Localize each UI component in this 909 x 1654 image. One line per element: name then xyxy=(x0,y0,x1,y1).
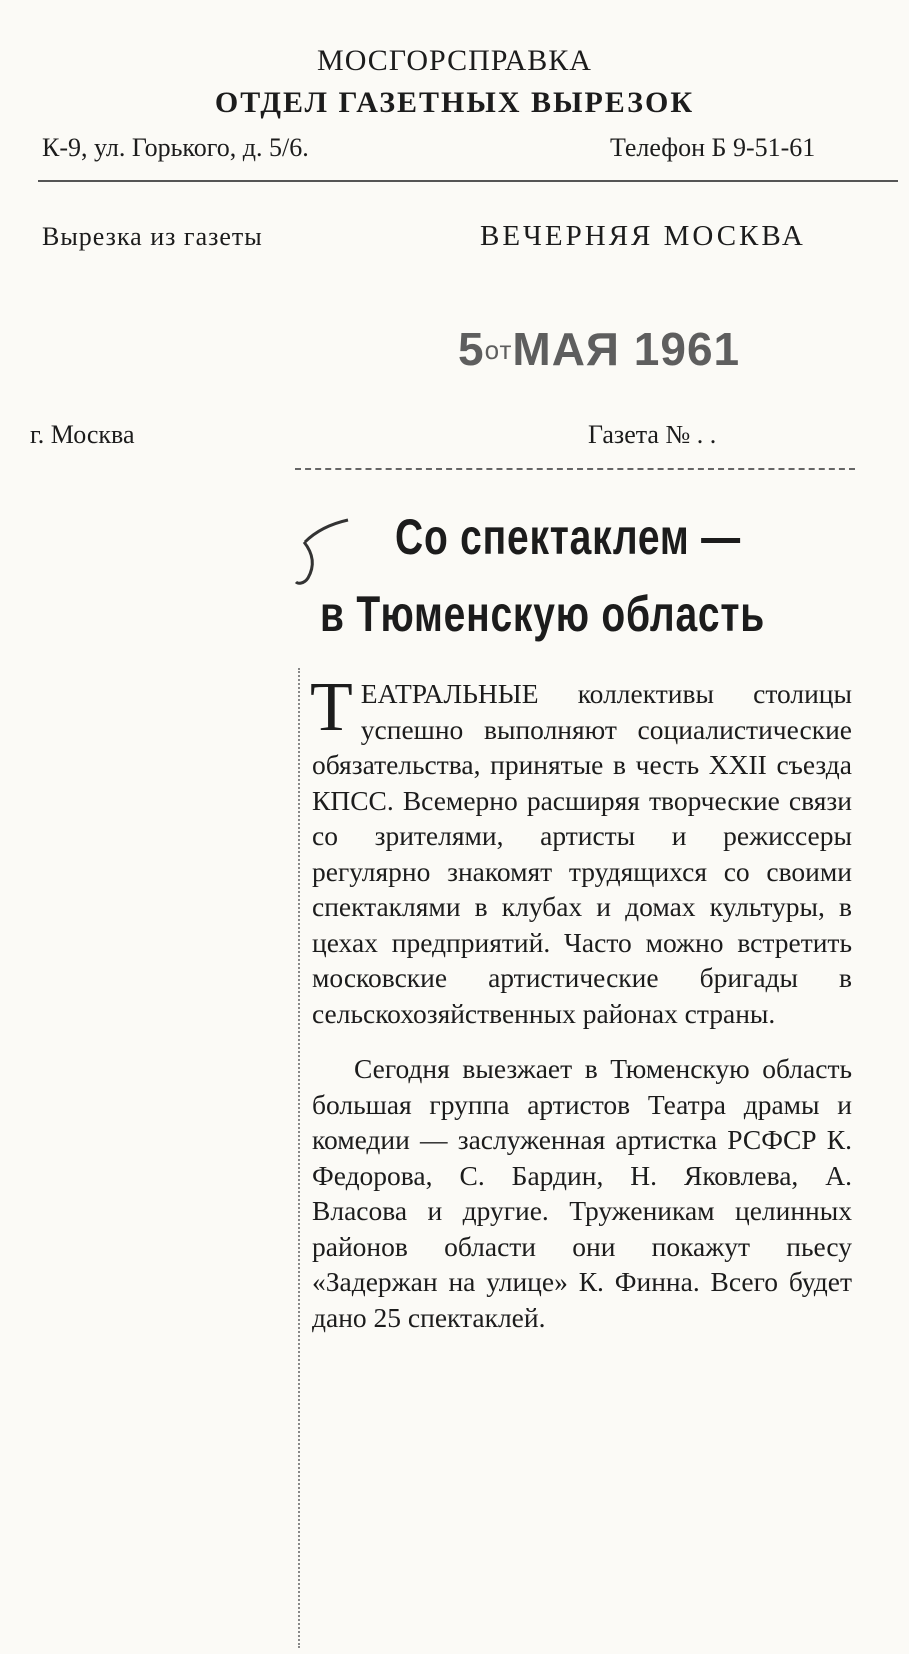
header-phone: Телефон Б 9-51-61 xyxy=(610,133,816,162)
header-department: ОТДЕЛ ГАЗЕТНЫХ ВЫРЕЗОК xyxy=(214,86,695,119)
issue-label: Газета № xyxy=(588,420,691,449)
paragraph-1 xyxy=(310,669,852,1031)
headline-line-2: в Тюменскую область xyxy=(320,586,766,642)
city-label: г. Москва xyxy=(30,420,135,449)
drop-cap: Т xyxy=(310,669,353,746)
header-address: К-9, ул. Горького, д. 5/6. xyxy=(42,133,309,162)
stamp-day: 5 xyxy=(458,323,485,375)
header-organization: МОСГОРСПРАВКА xyxy=(317,44,592,77)
paragraph-1-text: ЕАТРАЛЬНЫЕ коллективы столицы успешно выполняют социалистические обязательства, принятые в честь XXII съезда КПСС. Всемерно расширяя творческие связи со зрителями, артисты и режиссеры регулярно знакомят трудящихся со своими спектаклями в клубах и домах культуры, в цехах предприятий. Часто можно встретить московские артистические бригады в сельскохозяйственных районах страны. xyxy=(312,678,852,1029)
pencil-mark xyxy=(290,512,370,592)
column-border xyxy=(298,668,300,1648)
paragraph-2: Сегодня выезжает в Тюменскую область большая группа артистов Театра драмы и комедии — заслуженная артистка РСФСР К. Федорова, С. Бардин, Н. Яковлева, А. Власова и другие. Труженикам целинных районов области они покажут пьесу «Задержан на улице» К. Финна. Всего будет дано 25 спектаклей. xyxy=(312,1053,852,1333)
issue-value: . . xyxy=(696,420,717,449)
headline-line-1: Со спектаклем — xyxy=(395,509,741,565)
newspaper-name: ВЕЧЕРНЯЯ МОСКВА xyxy=(480,220,806,252)
date-stamp xyxy=(458,322,740,376)
stamp-prefix: от xyxy=(484,335,513,365)
clipping-divider xyxy=(295,468,855,470)
stamp-date: МАЯ 1961 xyxy=(512,323,741,375)
clipping-label: Вырезка из газеты xyxy=(42,222,263,251)
header-divider xyxy=(38,180,898,182)
article-body xyxy=(310,669,852,1335)
issue-number xyxy=(588,420,716,450)
